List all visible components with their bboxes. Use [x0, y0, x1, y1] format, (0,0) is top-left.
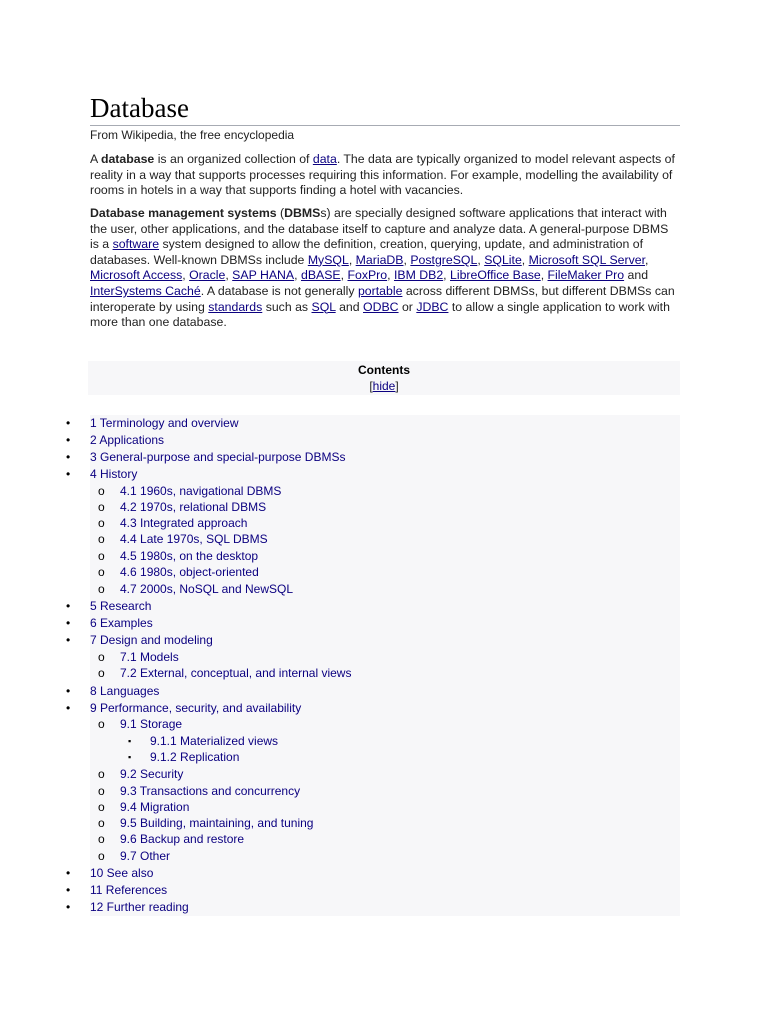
- toc-bullet-icon: o: [98, 484, 105, 498]
- toc-title: Contents: [358, 363, 410, 377]
- paragraph-text: ,: [387, 268, 394, 283]
- article-link[interactable]: MySQL: [307, 252, 349, 267]
- paragraph-text: ,: [477, 252, 485, 267]
- toc-item: [0, 449, 768, 466]
- toc-item: [0, 683, 768, 700]
- toc-item-link[interactable]: 9.3 Transactions and concurrency: [120, 784, 301, 798]
- toc-bullet-icon: •: [66, 450, 71, 464]
- toc-bullet-icon: ▪: [128, 736, 132, 746]
- toc-item: [0, 432, 768, 449]
- toc-item: [0, 548, 768, 564]
- paragraph-text: such as: [262, 299, 312, 314]
- toc-item: [0, 783, 768, 799]
- paragraph-text: and: [335, 299, 364, 314]
- toc-item-link[interactable]: 4.6 1980s, object-oriented: [120, 565, 259, 579]
- paragraph-text: across different DBMSs, but different DBMSs can interoperate by using: [90, 283, 675, 314]
- toc-item: [0, 515, 768, 531]
- toc-item-link[interactable]: 10 See also: [90, 866, 154, 880]
- toc-item-link[interactable]: 11 References: [90, 883, 168, 897]
- toc-header: [88, 361, 680, 395]
- toc-item-link[interactable]: 1 Terminology and overview: [90, 416, 239, 430]
- paragraph-text: . A database is not generally: [200, 283, 358, 298]
- toc-bullet-icon: o: [98, 516, 105, 530]
- article-link[interactable]: Microsoft Access: [90, 268, 183, 283]
- paragraph-text: ,: [443, 268, 451, 283]
- toc-item-link[interactable]: 3 General-purpose and special-purpose DBMSs: [90, 450, 346, 464]
- toc-item: [0, 466, 768, 483]
- toc-item-link[interactable]: 9.6 Backup and restore: [120, 832, 245, 846]
- toc-row-background: [90, 598, 680, 615]
- paragraph-text: ,: [294, 268, 301, 283]
- toc-row-background: [90, 466, 680, 483]
- article-link[interactable]: FileMaker Pro: [547, 268, 625, 283]
- toc-bullet-icon: o: [98, 767, 105, 781]
- toc-item: [0, 581, 768, 598]
- toc-bullet-icon: •: [66, 599, 71, 613]
- paragraph-text: ,: [348, 252, 356, 267]
- paragraph-text: ,: [225, 268, 233, 283]
- paragraph-text: ,: [645, 252, 649, 267]
- article-link[interactable]: SAP HANA: [232, 268, 295, 283]
- toc-bullet-icon: o: [98, 800, 105, 814]
- toc-item: [0, 632, 768, 649]
- toc-row-background: [90, 432, 680, 449]
- toc-item-link[interactable]: 2 Applications: [90, 433, 165, 447]
- toc-item-link[interactable]: 4.7 2000s, NoSQL and NewSQL: [120, 582, 293, 596]
- toc-item-link[interactable]: 9.2 Security: [120, 767, 184, 781]
- toc-bullet-icon: o: [98, 650, 105, 664]
- toc-item: [0, 415, 768, 432]
- toc-item-link[interactable]: 4.1 1960s, navigational DBMS: [120, 484, 282, 498]
- article-link[interactable]: software: [112, 237, 160, 252]
- intro-paragraph-1: [90, 152, 680, 199]
- toc-item-link[interactable]: 4.3 Integrated approach: [120, 516, 248, 530]
- toc-hide-toggle: [88, 378, 680, 395]
- article-link[interactable]: LibreOffice Base: [450, 268, 541, 283]
- toc-bullet-icon: •: [66, 684, 71, 698]
- toc-bullet-icon: o: [98, 849, 105, 863]
- article-link[interactable]: PostgreSQL: [410, 252, 478, 267]
- toc-item-link[interactable]: 9.1 Storage: [120, 717, 183, 731]
- toc-item-link[interactable]: 9.1.1 Materialized views: [150, 734, 279, 748]
- toc-item: [0, 665, 768, 683]
- article-link[interactable]: portable: [357, 283, 403, 298]
- toc-item-link[interactable]: 9.5 Building, maintaining, and tuning: [120, 816, 314, 830]
- toc-bullet-icon: o: [98, 549, 105, 563]
- toc-row-background: [90, 683, 680, 700]
- toc-item: [0, 615, 768, 632]
- toc-item-link[interactable]: 9.4 Migration: [120, 800, 190, 814]
- paragraph-text: ,: [521, 252, 529, 267]
- article-link[interactable]: IBM DB2: [393, 268, 444, 283]
- toc-item: [0, 598, 768, 615]
- toc-bullet-icon: o: [98, 565, 105, 579]
- article-link[interactable]: JDBC: [416, 299, 449, 314]
- paragraph-text: and: [624, 268, 649, 283]
- article-link[interactable]: SQL: [311, 299, 336, 314]
- site-tagline: From Wikipedia, the free encyclopedia: [90, 128, 295, 142]
- toc-item: [0, 831, 768, 848]
- toc-item: [0, 649, 768, 665]
- toc-bullet-icon: o: [98, 717, 105, 731]
- toc-hide-close-bracket: ]: [395, 379, 399, 393]
- article-link[interactable]: FoxPro: [347, 268, 388, 283]
- toc-item-link[interactable]: 5 Research: [90, 599, 152, 613]
- toc-item-link[interactable]: 8 Languages: [90, 684, 160, 698]
- toc-item: [0, 766, 768, 783]
- toc-bullet-icon: o: [98, 666, 105, 680]
- paragraph-text: A: [90, 152, 101, 166]
- page-title: Database: [90, 93, 189, 123]
- toc-item-link[interactable]: 9.7 Other: [120, 849, 171, 863]
- toc-bullet-icon: •: [66, 900, 71, 914]
- toc-bullet-icon: o: [98, 784, 105, 798]
- toc-bullet-icon: •: [66, 866, 71, 880]
- toc-bullet-icon: •: [66, 883, 71, 897]
- toc-bullet-icon: o: [98, 582, 105, 596]
- article-link[interactable]: MariaDB: [355, 252, 404, 267]
- toc-bullet-icon: •: [66, 433, 71, 447]
- article-link[interactable]: Microsoft SQL Server: [528, 252, 646, 267]
- toc-item: [0, 815, 768, 831]
- paragraph-text: ,: [540, 268, 548, 283]
- toc-bullet-icon: o: [98, 832, 105, 846]
- paragraph-text: ,: [403, 252, 411, 267]
- article-link[interactable]: standards: [208, 299, 263, 314]
- paragraph-text: (: [276, 206, 285, 220]
- paragraph-text: or: [398, 299, 417, 314]
- toc-bullet-icon: ▪: [128, 752, 132, 762]
- toc-bullet-icon: •: [66, 701, 71, 715]
- toc-item-link[interactable]: 4.2 1970s, relational DBMS: [120, 500, 267, 514]
- title-divider: [90, 125, 680, 126]
- toc-hide-open-bracket: [: [369, 379, 373, 393]
- toc-item-link[interactable]: 9.1.2 Replication: [150, 750, 240, 764]
- intro-paragraph-2: [90, 206, 680, 331]
- toc-row-background: [90, 615, 680, 632]
- paragraph-text: ,: [340, 268, 348, 283]
- toc-item-link[interactable]: 4 History: [90, 467, 138, 481]
- toc-row-background: [90, 848, 680, 865]
- toc-item: [0, 882, 768, 899]
- toc-item: [0, 865, 768, 882]
- toc-item-link[interactable]: 4.5 1980s, on the desktop: [120, 549, 259, 563]
- toc-item: [0, 700, 768, 716]
- toc-row-background: [90, 882, 680, 899]
- article-link[interactable]: ODBC: [363, 299, 399, 314]
- toc-item: [0, 483, 768, 499]
- paragraph-text: s) are specially designed software applications that interact with the user, other applications, and the database itself to capture and analyze data. A general-purpose DBMS is a: [90, 206, 669, 252]
- toc-item: [0, 749, 768, 766]
- toc-item-link[interactable]: 7.1 Models: [120, 650, 179, 664]
- toc-bullet-icon: o: [98, 816, 105, 830]
- toc-item: [0, 848, 768, 865]
- paragraph-text: . The data are typically organized to model relevant aspects of reality in a way that supports processes requiring this information. For example, modelling the availability of rooms in hotels in a way that supports finding a hotel with vacancies.: [90, 152, 675, 198]
- toc-item: [0, 899, 768, 916]
- toc-item-link[interactable]: 6 Examples: [90, 616, 153, 630]
- toc-item: [0, 733, 768, 749]
- toc-item: [0, 799, 768, 815]
- paragraph-text: ,: [182, 268, 190, 283]
- toc-item: [0, 499, 768, 515]
- toc-item-link[interactable]: 7 Design and modeling: [90, 633, 213, 647]
- article-link[interactable]: Oracle: [189, 268, 226, 283]
- toc-item: [0, 716, 768, 733]
- toc-bullet-icon: •: [66, 616, 71, 630]
- toc-bullet-icon: •: [66, 633, 71, 647]
- toc-item-link[interactable]: 12 Further reading: [90, 900, 189, 914]
- article-link[interactable]: data: [312, 152, 337, 166]
- toc-row-background: [90, 865, 680, 882]
- article-link[interactable]: InterSystems Caché: [90, 283, 201, 298]
- toc-bullet-icon: •: [66, 467, 71, 481]
- toc-item-link[interactable]: 9 Performance, security, and availability: [90, 701, 302, 715]
- bold-term: database: [100, 152, 155, 166]
- bold-term: Database management systems: [90, 206, 277, 220]
- toc-item: [0, 531, 768, 548]
- toc-bullet-icon: •: [66, 416, 71, 430]
- toc-item-link[interactable]: 4.4 Late 1970s, SQL DBMS: [120, 532, 268, 546]
- bold-term: DBMS: [284, 206, 321, 220]
- paragraph-text: to allow a single application to work with more than one database.: [90, 299, 670, 330]
- toc-hide-link[interactable]: hide: [372, 379, 396, 393]
- toc-item-link[interactable]: 7.2 External, conceptual, and internal views: [120, 666, 352, 680]
- paragraph-text: is an organized collection of: [154, 152, 313, 166]
- article-link[interactable]: SQLite: [484, 252, 522, 267]
- toc-bullet-icon: o: [98, 532, 105, 546]
- paragraph-text: system designed to allow the definition, creation, querying, update, and administration of databases. Well-known DBMSs include: [90, 237, 644, 267]
- toc-item: [0, 564, 768, 581]
- toc-bullet-icon: o: [98, 500, 105, 514]
- article-link[interactable]: dBASE: [300, 268, 341, 283]
